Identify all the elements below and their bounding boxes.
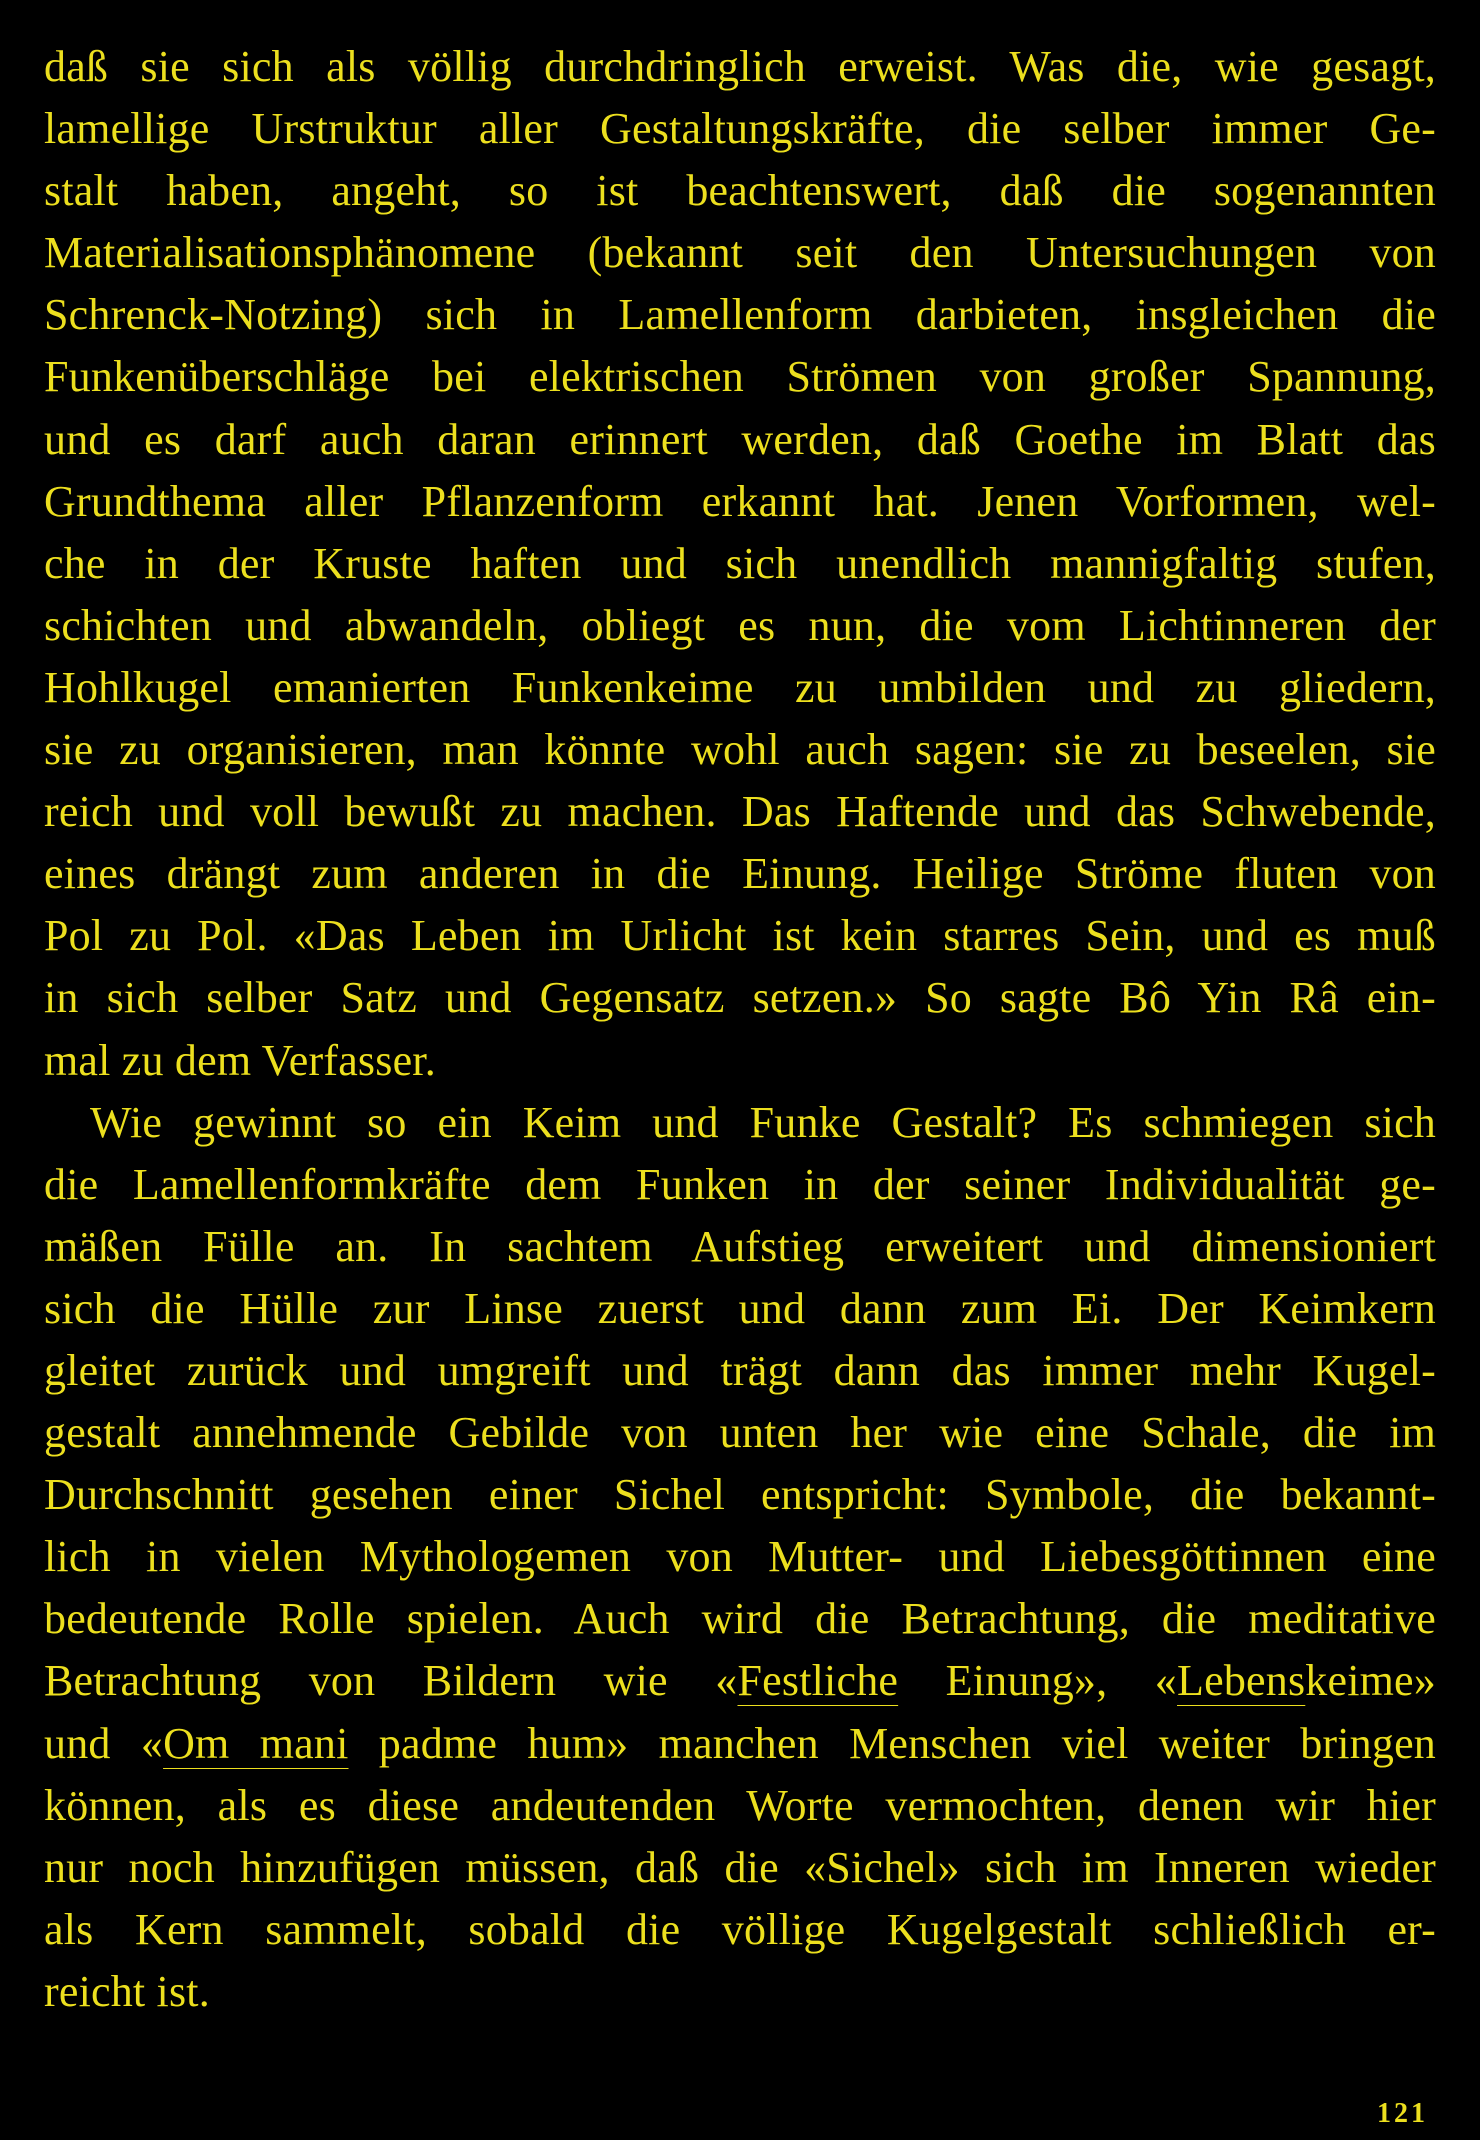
text-line: Pol zu Pol. «Das Leben im Urlicht ist kein starres Sein, und es muß: [44, 911, 1436, 961]
text-line: Durchschnitt gesehen einer Sichel entspricht: Symbole, die bekannt-: [44, 1470, 1436, 1520]
paragraph-2: [44, 1092, 1436, 2023]
text-line: lich in vielen Mythologemen von Mutter- und Liebesgöttinnen eine: [44, 1532, 1436, 1582]
text-line: che in der Kruste haften und sich unendlich mannigfaltig stufen,: [44, 538, 1436, 588]
text-line: eines drängt zum anderen in die Einung. Heilige Ströme fluten von: [44, 849, 1436, 899]
text-line: stalt haben, angeht, so ist beachtenswert, daß die sogenannten: [44, 166, 1436, 216]
text-line: bedeutende Rolle spielen. Auch wird die Betrachtung, die meditative: [44, 1594, 1436, 1644]
text-line: reich und voll bewußt zu machen. Das Haftende und das Schwebende,: [44, 787, 1436, 837]
text-line-with-underline: [44, 1650, 1436, 1712]
text-line: mäßen Fülle an. In sachtem Aufstieg erweitert und dimensioniert: [44, 1221, 1436, 1271]
text-line: können, als es diese andeutenden Worte vermochten, denen wir hier: [44, 1780, 1436, 1830]
underlined-word: Festliche: [737, 1656, 899, 1706]
text-line: Grundthema aller Pflanzenform erkannt hat. Jenen Vorformen, wel-: [44, 476, 1436, 526]
text-line: gestalt annehmende Gebilde von unten her wie eine Schale, die im: [44, 1408, 1436, 1458]
text-line-with-underline: [44, 1713, 1436, 1775]
text-line: gleitet zurück und umgreift und trägt dann das immer mehr Kugel-: [44, 1345, 1436, 1395]
text-line: Wie gewinnt so ein Keim und Funke Gestalt? Es schmiegen sich: [90, 1097, 1436, 1147]
text-line: die Lamellenformkräfte dem Funken in der seiner Individualität ge-: [44, 1159, 1436, 1209]
text-fragment: Einung», «: [898, 1656, 1178, 1706]
text-line: sich die Hülle zur Linse zuerst und dann zum Ei. Der Keimkern: [44, 1283, 1436, 1333]
page-number: 121: [1377, 2098, 1428, 2129]
body-text: [44, 36, 1436, 2023]
text-fragment: padme hum» manchen Menschen viel weiter bringen: [348, 1718, 1437, 1768]
text-line: lamellige Urstruktur aller Gestaltungskräfte, die selber immer Ge-: [44, 104, 1436, 154]
text-line: Funkenüberschläge bei elektrischen Strömen von großer Spannung,: [44, 352, 1436, 402]
text-line: daß sie sich als völlig durchdringlich erweist. Was die, wie gesagt,: [44, 42, 1436, 91]
text-line: als Kern sammelt, sobald die völlige Kugelgestalt schließlich er-: [44, 1904, 1436, 1954]
text-line: in sich selber Satz und Gegensatz setzen.» So sagte Bô Yin Râ ein-: [44, 973, 1436, 1023]
text-line: reicht ist.: [44, 1966, 210, 2016]
underlined-word: Om mani: [163, 1718, 349, 1768]
text-line: Schrenck-Notzing) sich in Lamellenform darbieten, insgleichen die: [44, 290, 1436, 340]
text-line: Hohlkugel emanierten Funkenkeime zu umbilden und zu gliedern,: [44, 662, 1436, 712]
underlined-word: Lebens: [1177, 1656, 1306, 1706]
text-fragment: Betrachtung von Bildern wie «: [44, 1656, 738, 1706]
text-fragment: keime»: [1305, 1656, 1436, 1706]
text-fragment: und «: [44, 1718, 164, 1768]
paragraph-1: [44, 36, 1436, 1092]
text-line: und es darf auch daran erinnert werden, daß Goethe im Blatt das: [44, 414, 1436, 464]
text-line: mal zu dem Verfasser.: [44, 1035, 436, 1085]
text-line: sie zu organisieren, man könnte wohl auch sagen: sie zu beseelen, sie: [44, 725, 1436, 775]
text-line: nur noch hinzufügen müssen, daß die «Sichel» sich im Inneren wieder: [44, 1842, 1436, 1892]
text-line: Materialisationsphänomene (bekannt seit den Untersuchungen von: [44, 228, 1436, 278]
text-line: schichten und abwandeln, obliegt es nun, die vom Lichtinneren der: [44, 600, 1436, 650]
